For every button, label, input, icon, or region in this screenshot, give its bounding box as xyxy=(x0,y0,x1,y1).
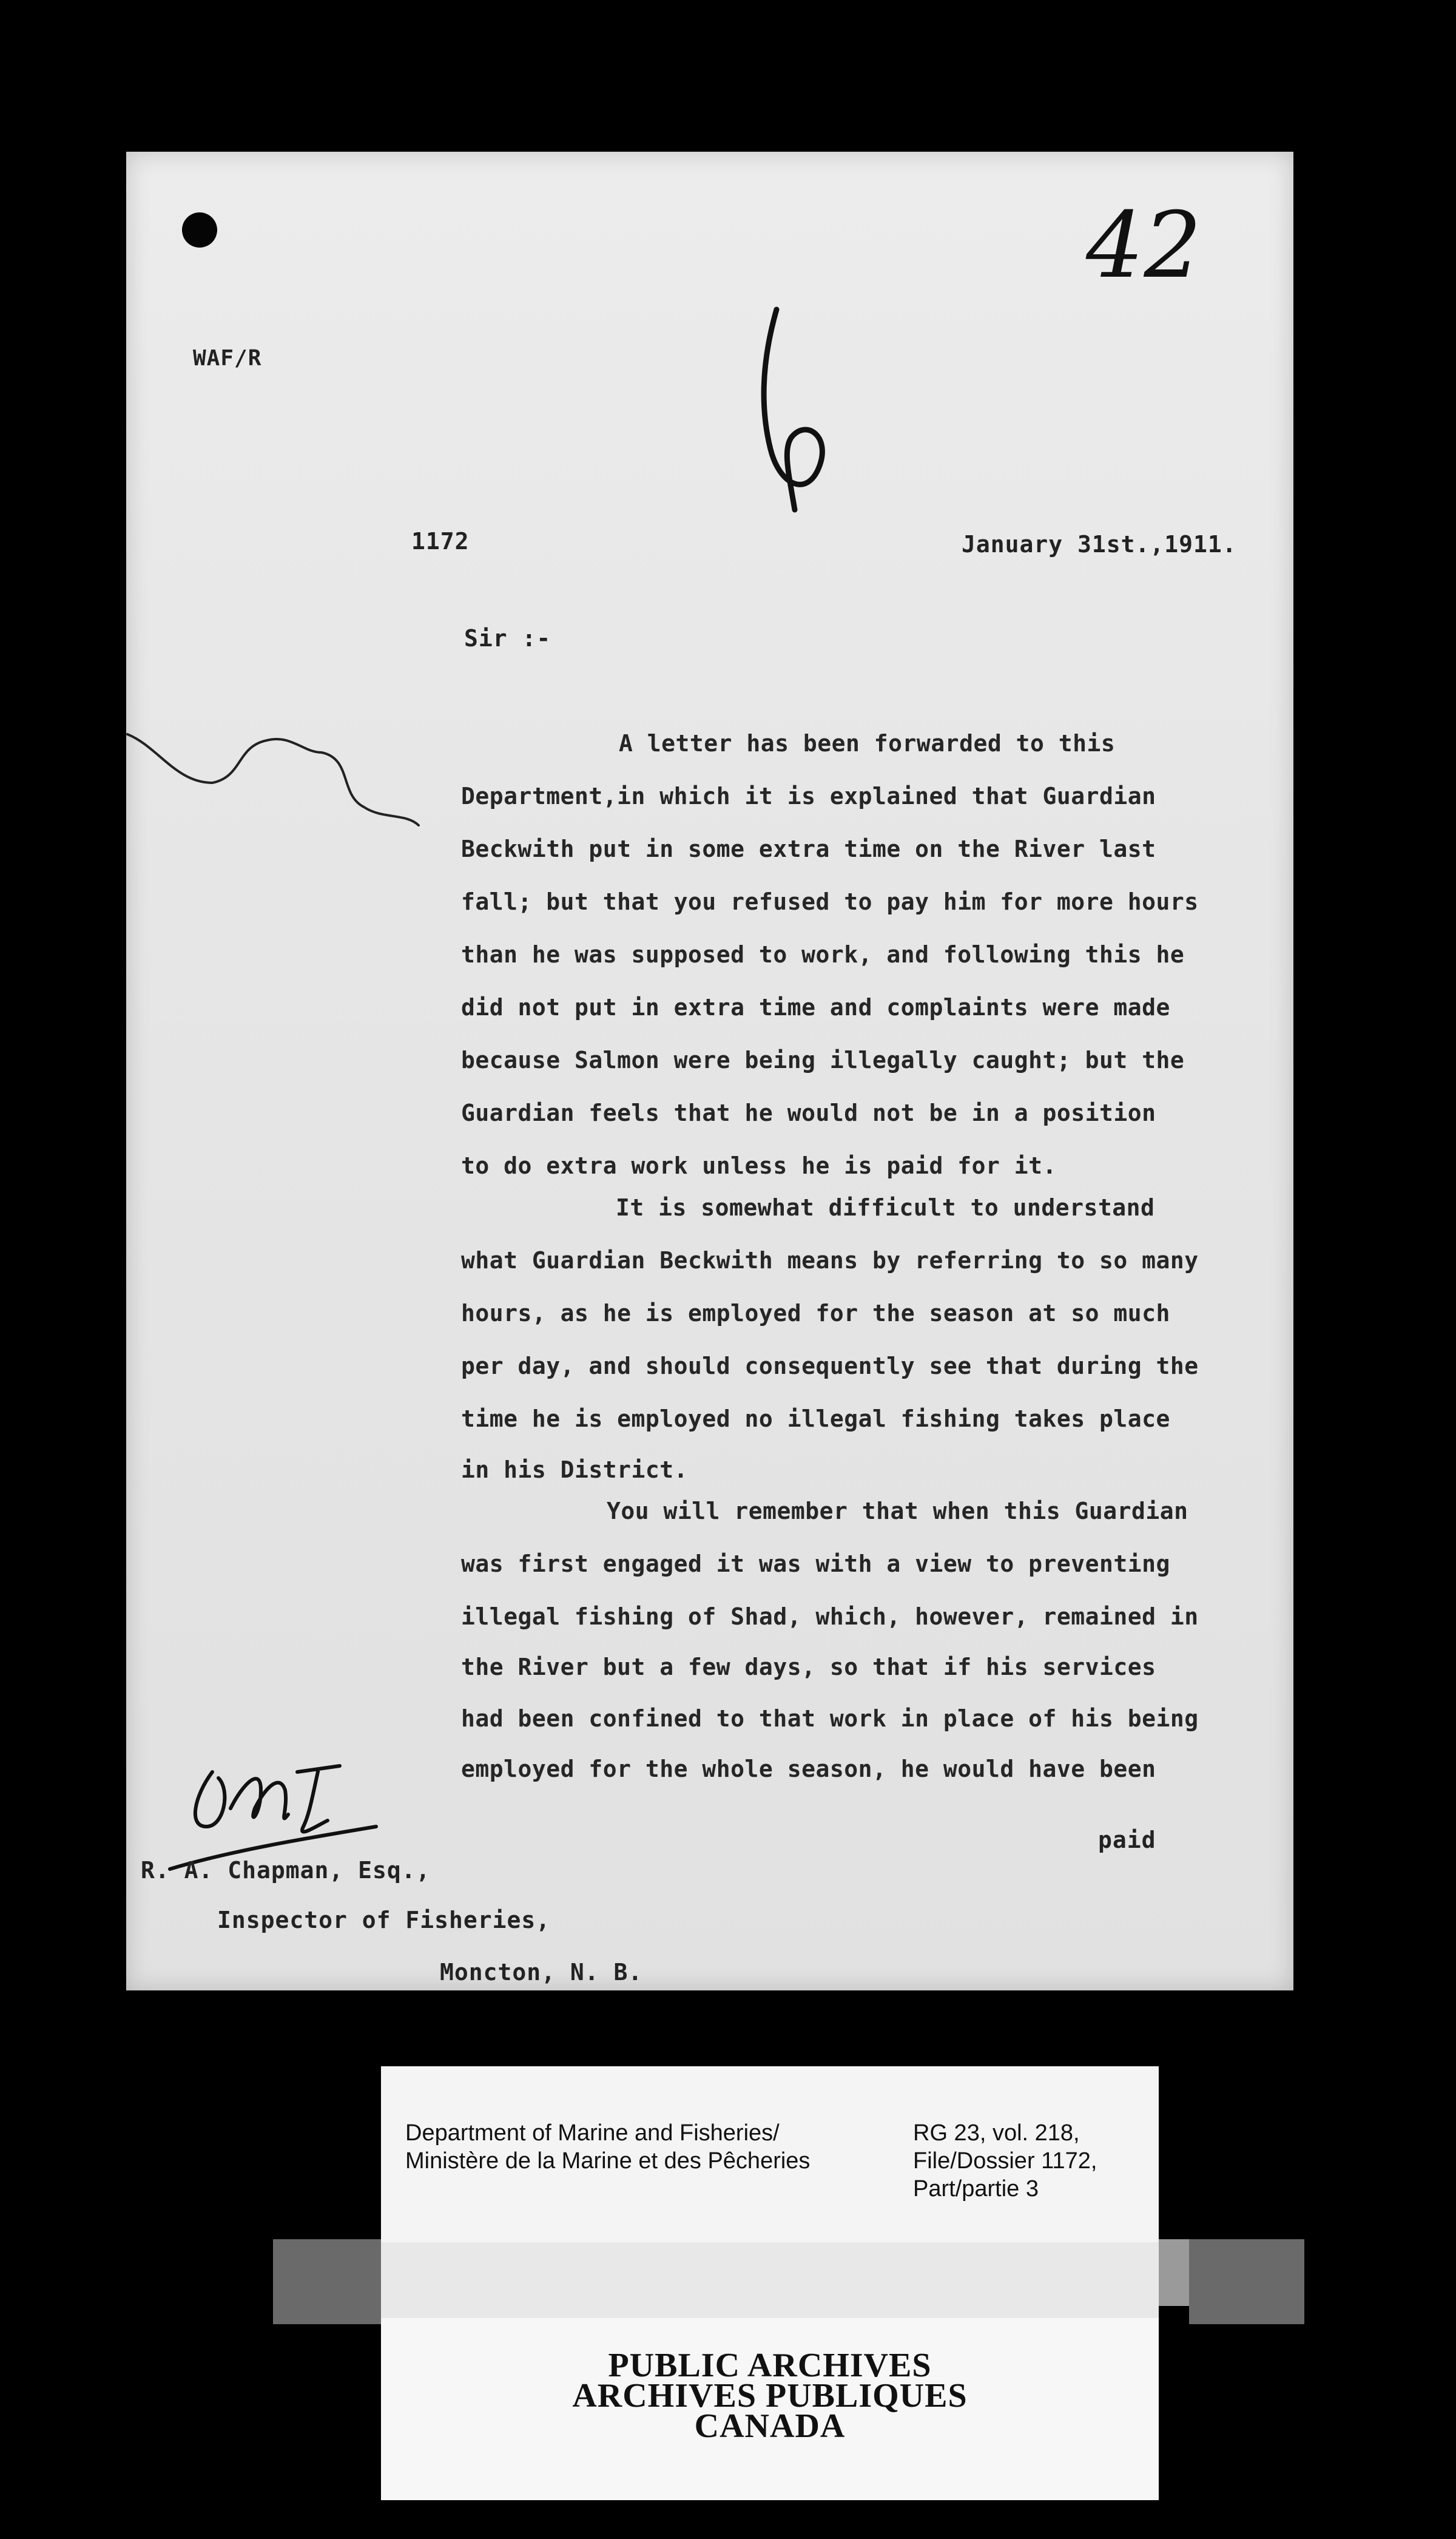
handwritten-scribble xyxy=(121,710,425,844)
body-line: A letter has been forwarded to this xyxy=(619,730,1116,757)
label-record-group: RG 23, vol. 218, xyxy=(913,2120,1080,2146)
archives-stamp-line2: ARCHIVES PUBLIQUES xyxy=(572,2377,968,2415)
body-line: to do extra work unless he is paid for it. xyxy=(461,1152,1057,1179)
punch-hole xyxy=(182,212,217,248)
body-line: time he is employed no illegal fishing takes place xyxy=(461,1405,1170,1432)
body-line: per day, and should consequently see that during the xyxy=(461,1353,1199,1379)
archives-stamp-line1: PUBLIC ARCHIVES xyxy=(608,2347,932,2384)
addressee-name: R. A. Chapman, Esq., xyxy=(141,1857,431,1884)
body-line: in his District. xyxy=(461,1456,689,1483)
file-number: 1172 xyxy=(411,528,470,555)
archives-stamp-line3: CANADA xyxy=(694,2407,846,2445)
label-part: Part/partie 3 xyxy=(913,2176,1039,2202)
label-file: File/Dossier 1172, xyxy=(913,2148,1097,2174)
mount-strip-right xyxy=(1189,2239,1304,2324)
label-department-fr: Ministère de la Marine et des Pêcheries xyxy=(405,2148,811,2174)
handwritten-mark-6 xyxy=(740,303,843,522)
folio-number: 42 xyxy=(1086,193,1202,299)
body-line: It is somewhat difficult to understand xyxy=(616,1194,1155,1221)
addressee-title: Inspector of Fisheries, xyxy=(217,1907,551,1933)
body-line: hours, as he is employed for the season at so much xyxy=(461,1300,1170,1327)
body-line: employed for the whole season, he would have been xyxy=(461,1756,1156,1782)
addressee-location: Moncton, N. B. xyxy=(440,1959,643,1986)
body-line: Beckwith put in some extra time on the River last xyxy=(461,836,1156,862)
body-line: had been confined to that work in place of his being xyxy=(461,1705,1199,1732)
archive-label-band xyxy=(381,2242,1159,2318)
body-line: Department,in which it is explained that Guardian xyxy=(461,783,1156,810)
body-line: the River but a few days, so that if his services xyxy=(461,1654,1156,1680)
body-line: was first engaged it was with a view to preventing xyxy=(461,1550,1170,1577)
salutation: Sir :- xyxy=(464,625,551,652)
body-line: because Salmon were being illegally caught; but the xyxy=(461,1047,1185,1073)
reference-initials: WAF/R xyxy=(193,346,262,371)
body-line: did not put in extra time and complaints were made xyxy=(461,994,1170,1021)
letter-date: January 31st.,1911. xyxy=(962,531,1237,558)
body-line: illegal fishing of Shad, which, however, remained in xyxy=(461,1603,1199,1630)
mount-strip-left xyxy=(273,2239,388,2324)
catchword: paid xyxy=(1098,1827,1156,1853)
body-line: Guardian feels that he would not be in a position xyxy=(461,1100,1156,1126)
body-line: what Guardian Beckwith means by referring to so many xyxy=(461,1247,1199,1274)
body-line: fall; but that you refused to pay him for more hours xyxy=(461,888,1199,915)
body-line: than he was supposed to work, and following this he xyxy=(461,941,1185,968)
label-department-en: Department of Marine and Fisheries/ xyxy=(405,2120,780,2146)
body-line: You will remember that when this Guardian xyxy=(607,1498,1188,1524)
